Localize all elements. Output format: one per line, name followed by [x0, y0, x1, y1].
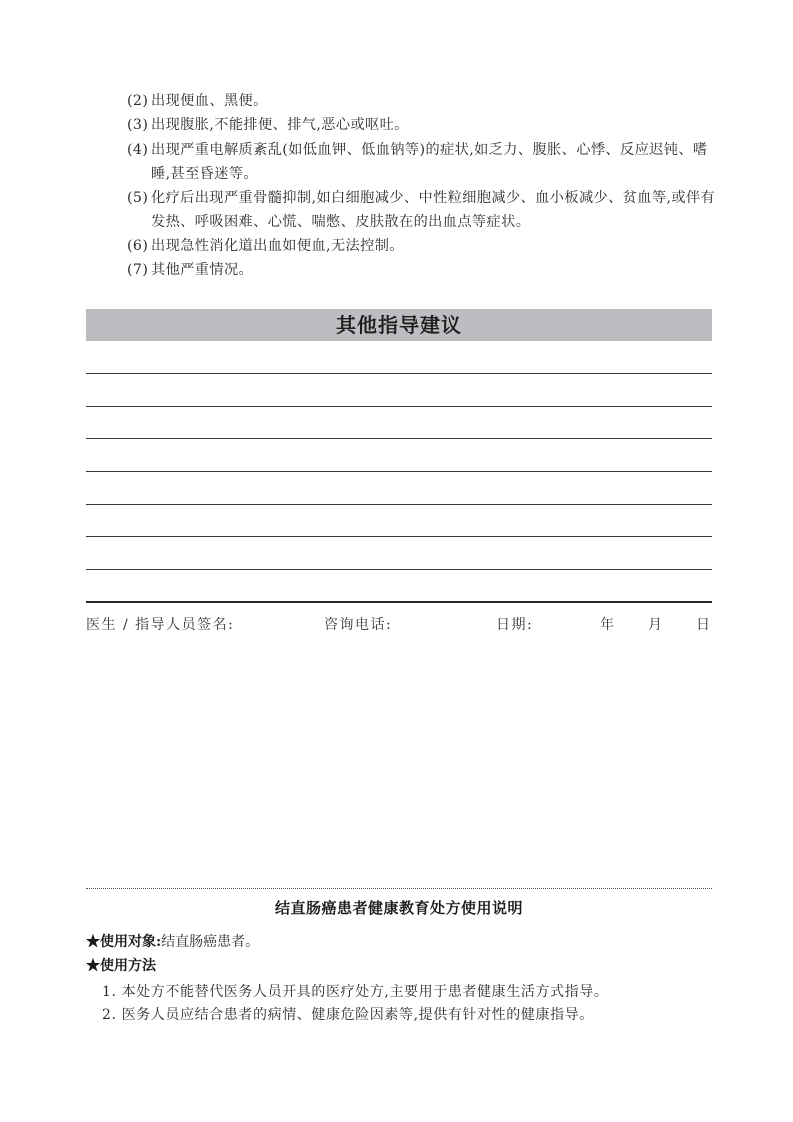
section-header-other-advice: 其他指导建议 — [86, 309, 712, 341]
method-item: 1. 本处方不能替代医务人员开具的医疗处方,主要用于患者健康生活方式指导。 — [102, 984, 609, 1000]
method-line — [86, 955, 156, 977]
target-label: 使用对象: — [100, 934, 162, 950]
day-label: 日 — [696, 617, 712, 633]
dotted-divider — [86, 888, 712, 889]
item-text: 出现便血、黑便。 — [151, 93, 268, 109]
target-value: 结直肠癌患者。 — [161, 934, 260, 950]
item-number: (2) — [127, 93, 149, 109]
item-text: 出现急性消化道出血如便血,无法控制。 — [151, 238, 404, 254]
item-number: (7) — [127, 262, 149, 278]
warning-item — [127, 258, 717, 282]
writing-line[interactable] — [86, 438, 712, 439]
warning-item — [127, 113, 717, 137]
year-label: 年 — [600, 617, 616, 633]
method-label: 使用方法 — [100, 958, 156, 974]
month-label: 月 — [648, 617, 664, 633]
writing-line[interactable] — [86, 471, 712, 472]
writing-line[interactable] — [86, 373, 712, 374]
warning-item — [127, 186, 717, 234]
warning-item — [127, 138, 717, 186]
phone-label: 咨询电话: — [324, 617, 393, 633]
instructions-title: 结直肠癌患者健康教育处方使用说明 — [274, 899, 523, 917]
item-number: (4) — [127, 142, 149, 158]
item-text: 出现腹胀,不能排便、排气,恶心或呕吐。 — [151, 117, 409, 133]
signature-row — [86, 614, 712, 636]
item-text: 出现严重电解质紊乱(如低血钾、低血钠等)的症状,如乏力、腹胀、心悸、反应迟钝、嗜睡,甚至昏迷等。 — [151, 142, 708, 182]
writing-line[interactable] — [86, 504, 712, 505]
writing-line[interactable] — [86, 536, 712, 537]
star-icon: ★ — [86, 934, 100, 950]
target-line — [86, 931, 259, 953]
star-icon: ★ — [86, 958, 100, 974]
item-number: (6) — [127, 238, 149, 254]
warning-item — [127, 234, 717, 258]
doctor-signature-label: 医生 / 指导人员签名: — [86, 617, 235, 633]
item-text: 其他严重情况。 — [151, 262, 254, 278]
divider-thick — [86, 601, 712, 603]
date-label: 日期: — [496, 617, 534, 633]
writing-line[interactable] — [86, 569, 712, 570]
item-number: (3) — [127, 117, 149, 133]
writing-line[interactable] — [86, 406, 712, 407]
item-number: (5) — [127, 190, 149, 206]
method-item: 2. 医务人员应结合患者的病情、健康危险因素等,提供有针对性的健康指导。 — [102, 1007, 594, 1023]
warning-item — [127, 89, 717, 113]
item-text: 化疗后出现严重骨髓抑制,如白细胞减少、中性粒细胞减少、血小板减少、贫血等,或伴有发热、呼吸困难、心慌、喘憋、皮肤散在的出血点等症状。 — [151, 190, 716, 230]
